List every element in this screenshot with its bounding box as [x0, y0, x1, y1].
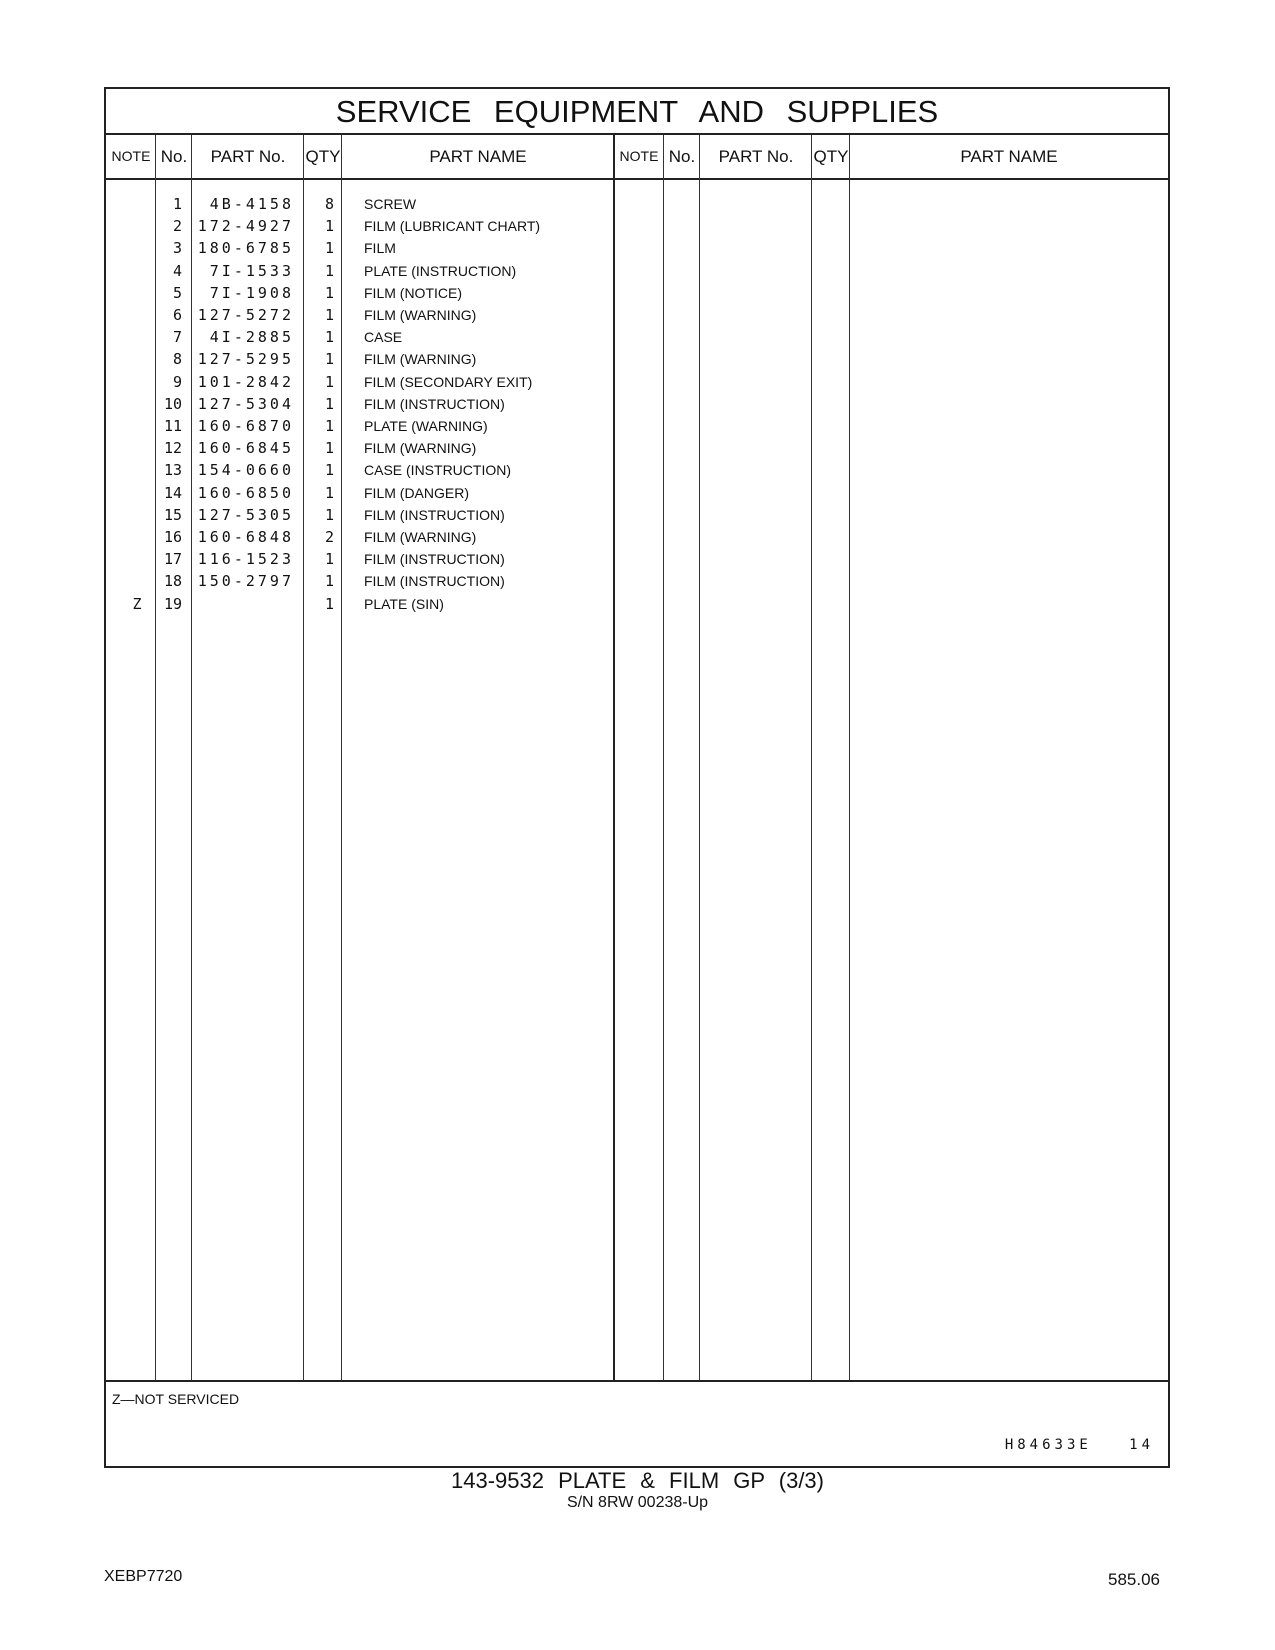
row-part-name: FILM (LUBRICANT CHART) [364, 218, 541, 235]
row-number: 5 [172, 283, 182, 302]
row-part-name: FILM (SECONDARY EXIT) [364, 373, 533, 390]
row-number: 9 [172, 372, 182, 391]
row-quantity: 1 [324, 394, 334, 413]
row-part-name: FILM (NOTICE) [364, 284, 462, 301]
publication-number: XEBP7720 [104, 1568, 183, 1585]
illustration-code: H84633E [1004, 1437, 1092, 1453]
row-number: 3 [172, 239, 182, 258]
row-part-number: 127-5272 [197, 306, 294, 324]
row-number: 11 [163, 417, 182, 435]
row-part-number: 116-1523 [197, 550, 294, 569]
row-part-number: 127-5304 [197, 394, 294, 413]
col-header-part-name-2: PART NAME [960, 147, 1058, 166]
row-note: Z [132, 594, 142, 613]
row-part-number: 160-6850 [197, 483, 294, 502]
table-header-row [106, 135, 1168, 180]
col-header-note: NOTE [111, 148, 151, 164]
col-header-part-no-2: PART No. [718, 147, 794, 166]
row-number: 8 [172, 350, 182, 369]
row-quantity: 1 [324, 594, 334, 613]
row-number: 10 [163, 394, 182, 413]
row-number: 2 [172, 217, 182, 236]
row-part-number: 160-6848 [197, 528, 294, 546]
table-row [106, 504, 1168, 526]
row-part-name: FILM (DANGER) [364, 484, 469, 501]
row-quantity: 1 [324, 350, 334, 369]
row-part-number: 150-2797 [197, 572, 294, 591]
row-part-name: CASE [364, 329, 403, 346]
row-part-number: 160-6870 [197, 417, 294, 435]
row-quantity: 1 [324, 572, 334, 591]
table-row [106, 237, 1168, 259]
row-part-name: SCREW [364, 196, 417, 212]
illustration-page: 14 [1129, 1437, 1154, 1453]
row-quantity: 1 [324, 217, 334, 236]
parts-table-frame [104, 87, 1170, 1468]
table-row [106, 459, 1168, 481]
row-part-number: 172-4927 [197, 217, 294, 236]
table-row [106, 526, 1168, 548]
row-number: 12 [163, 439, 182, 458]
table-row [106, 393, 1168, 415]
row-part-name: FILM (INSTRUCTION) [364, 573, 505, 590]
row-part-name: FILM (WARNING) [364, 440, 477, 457]
row-quantity: 2 [324, 528, 334, 546]
table-row [106, 282, 1168, 304]
row-part-number: 7I-1533 [209, 261, 294, 280]
row-part-number: 7I-1908 [209, 283, 294, 302]
table-row [106, 326, 1168, 348]
row-quantity: 1 [324, 417, 334, 435]
note-legend: Z—NOT SERVICED [112, 1391, 240, 1407]
row-number: 7 [172, 328, 182, 347]
row-part-number: 160-6845 [197, 439, 294, 458]
row-number: 1 [172, 195, 182, 213]
row-quantity: 1 [324, 505, 334, 524]
page-number: 585.06 [1108, 1570, 1160, 1589]
row-part-name: FILM (INSTRUCTION) [364, 551, 505, 568]
row-quantity: 1 [324, 283, 334, 302]
table-row [106, 371, 1168, 393]
row-part-number: 4B-4158 [209, 195, 294, 213]
row-number: 17 [163, 550, 182, 569]
row-quantity: 1 [324, 439, 334, 458]
row-part-number: 101-2842 [197, 372, 294, 391]
row-quantity: 1 [324, 239, 334, 258]
row-number: 18 [163, 572, 182, 591]
table-row [106, 415, 1168, 437]
table-row [106, 260, 1168, 282]
page-title: SERVICE EQUIPMENT AND SUPPLIES [106, 89, 1168, 135]
row-quantity: 1 [324, 372, 334, 391]
row-part-name: FILM (WARNING) [364, 351, 477, 368]
row-part-name: PLATE (SIN) [364, 595, 444, 612]
row-part-number: 127-5305 [197, 505, 294, 524]
col-header-no: No. [160, 147, 188, 166]
table-row [106, 193, 1168, 215]
col-header-note-2: NOTE [619, 148, 659, 164]
col-header-part-no: PART No. [210, 147, 286, 166]
table-row [106, 593, 1168, 615]
row-part-name: FILM (WARNING) [364, 307, 477, 323]
row-part-name: FILM (INSTRUCTION) [364, 395, 505, 412]
col-header-qty: QTY [305, 147, 341, 166]
group-title: 143-9532 PLATE & FILM GP (3/3) [450, 1468, 824, 1493]
row-quantity: 1 [324, 461, 334, 480]
row-part-name: FILM (INSTRUCTION) [364, 506, 505, 523]
row-part-name: PLATE (WARNING) [364, 418, 488, 434]
illustration-reference [1005, 1437, 1154, 1453]
row-number: 6 [172, 306, 182, 324]
row-part-number: 180-6785 [197, 239, 294, 258]
table-row [106, 548, 1168, 570]
table-row [106, 437, 1168, 459]
row-quantity: 1 [324, 550, 334, 569]
table-row [106, 348, 1168, 370]
row-part-name: FILM (WARNING) [364, 529, 477, 545]
table-bottom-rule [106, 1380, 1168, 1382]
row-part-name: PLATE (INSTRUCTION) [364, 262, 517, 279]
col-header-part-name: PART NAME [429, 147, 527, 166]
row-number: 4 [172, 261, 182, 280]
row-quantity: 8 [324, 195, 334, 213]
row-part-number: 4I-2885 [209, 328, 294, 347]
row-quantity: 1 [324, 261, 334, 280]
row-quantity: 1 [324, 328, 334, 347]
row-number: 13 [163, 461, 182, 480]
serial-range: S/N 8RW 00238-Up [566, 1494, 709, 1511]
row-number: 14 [163, 483, 182, 502]
table-row [106, 304, 1168, 326]
row-part-number: 154-0660 [197, 461, 294, 480]
row-quantity: 1 [324, 306, 334, 324]
row-part-name: CASE (INSTRUCTION) [364, 462, 511, 479]
table-row [106, 570, 1168, 592]
row-part-number: 127-5295 [197, 350, 294, 369]
table-row [106, 482, 1168, 504]
row-quantity: 1 [324, 483, 334, 502]
row-number: 15 [163, 505, 182, 524]
col-header-no-2: No. [668, 147, 696, 166]
row-number: 19 [163, 594, 182, 613]
table-row [106, 215, 1168, 237]
row-number: 16 [163, 528, 182, 546]
row-part-name: FILM [364, 240, 396, 257]
col-header-qty-2: QTY [813, 147, 849, 166]
